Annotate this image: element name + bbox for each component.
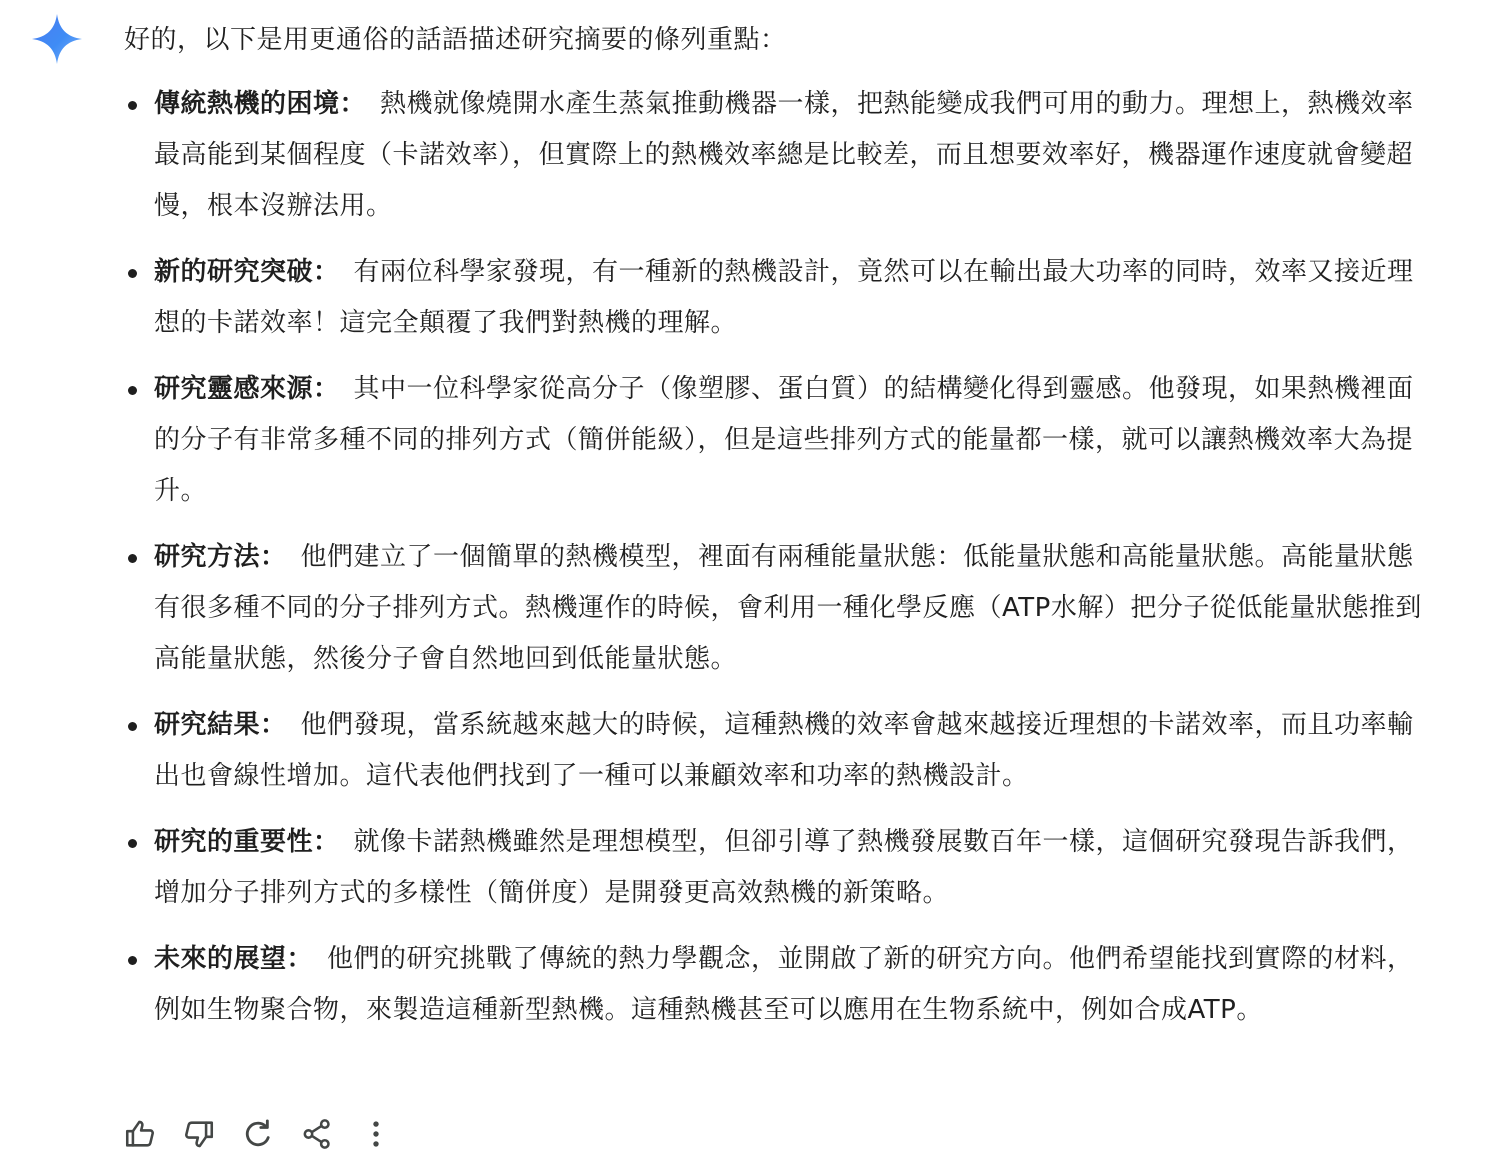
point-label: 未來的展望 <box>154 944 287 974</box>
list-item <box>124 247 1424 349</box>
thumbs-up-icon <box>123 1117 157 1151</box>
point-text: 其中一位科學家從高分子（像塑膠、蛋白質）的結構變化得到靈感。他發現，如果熱機裡面的分子有非常多種不同的排列方式（簡併能級），但是這些排列方式的能量都一樣，就可以讓熱機效率大為提升。 <box>154 374 1414 506</box>
more-vert-icon <box>359 1117 393 1151</box>
response-actions <box>120 1114 415 1154</box>
thumbs-down-button[interactable] <box>179 1114 219 1154</box>
point-label: 傳統熱機的困境 <box>154 89 340 119</box>
list-item <box>124 79 1424 232</box>
point-label: 新的研究突破 <box>154 257 314 287</box>
point-label: 研究方法 <box>154 542 261 572</box>
list-item <box>124 364 1424 517</box>
label-separator: ： <box>260 710 287 740</box>
point-text: 他們發現，當系統越來越大的時候，這種熱機的效率會越來越接近理想的卡諾效率，而且功率輸出也會線性增加。這代表他們找到了一種可以兼顧效率和功率的熱機設計。 <box>154 710 1414 791</box>
thumbs-down-icon <box>182 1117 216 1151</box>
point-text: 他們建立了一個簡單的熱機模型，裡面有兩種能量狀態：低能量狀態和高能量狀態。高能量狀態有很多種不同的分子排列方式。熱機運作的時候，會利用一種化學反應（ATP水解）把分子從低能量狀態推到高能量狀態，然後分子會自然地回到低能量狀態。 <box>154 542 1422 674</box>
point-label: 研究結果 <box>154 710 261 740</box>
summary-list <box>124 79 1424 1051</box>
list-item <box>124 817 1424 919</box>
label-separator: ： <box>339 89 367 119</box>
list-item <box>124 700 1424 802</box>
regenerate-button[interactable] <box>238 1114 278 1154</box>
point-text: 熱機就像燒開水產生蒸氣推動機器一樣，把熱能變成我們可用的動力。理想上，熱機效率最高能到某個程度（卡諾效率），但實際上的熱機效率總是比較差，而且想要效率好，機器運作速度就會變超慢，根本沒辦法用。 <box>154 89 1414 221</box>
label-separator: ： <box>313 257 340 287</box>
label-separator: ： <box>286 944 314 974</box>
sparkle-icon <box>30 12 84 66</box>
list-item <box>124 532 1424 685</box>
response-intro: 好的，以下是用更通俗的話語描述研究摘要的條列重點： <box>124 25 787 55</box>
more-options-button[interactable] <box>356 1114 396 1154</box>
label-separator: ： <box>313 827 340 857</box>
point-text: 就像卡諾熱機雖然是理想模型，但卻引導了熱機發展數百年一樣，這個研究發現告訴我們，增加分子排列方式的多樣性（簡併度）是開發更高效熱機的新策略。 <box>154 827 1414 908</box>
point-text: 有兩位科學家發現，有一種新的熱機設計，竟然可以在輸出最大功率的同時，效率又接近理想的卡諾效率！這完全顛覆了我們對熱機的理解。 <box>154 257 1414 338</box>
regenerate-icon <box>241 1117 275 1151</box>
label-separator: ： <box>313 374 340 404</box>
point-label: 研究的重要性 <box>154 827 314 857</box>
thumbs-up-button[interactable] <box>120 1114 160 1154</box>
list-item <box>124 934 1424 1036</box>
share-button[interactable] <box>297 1114 337 1154</box>
point-label: 研究靈感來源 <box>154 374 314 404</box>
point-text: 他們的研究挑戰了傳統的熱力學觀念，並開啟了新的研究方向。他們希望能找到實際的材料，例如生物聚合物，來製造這種新型熱機。這種熱機甚至可以應用在生物系統中，例如合成ATP。 <box>154 944 1414 1025</box>
share-icon <box>300 1117 334 1151</box>
label-separator: ： <box>260 542 287 572</box>
